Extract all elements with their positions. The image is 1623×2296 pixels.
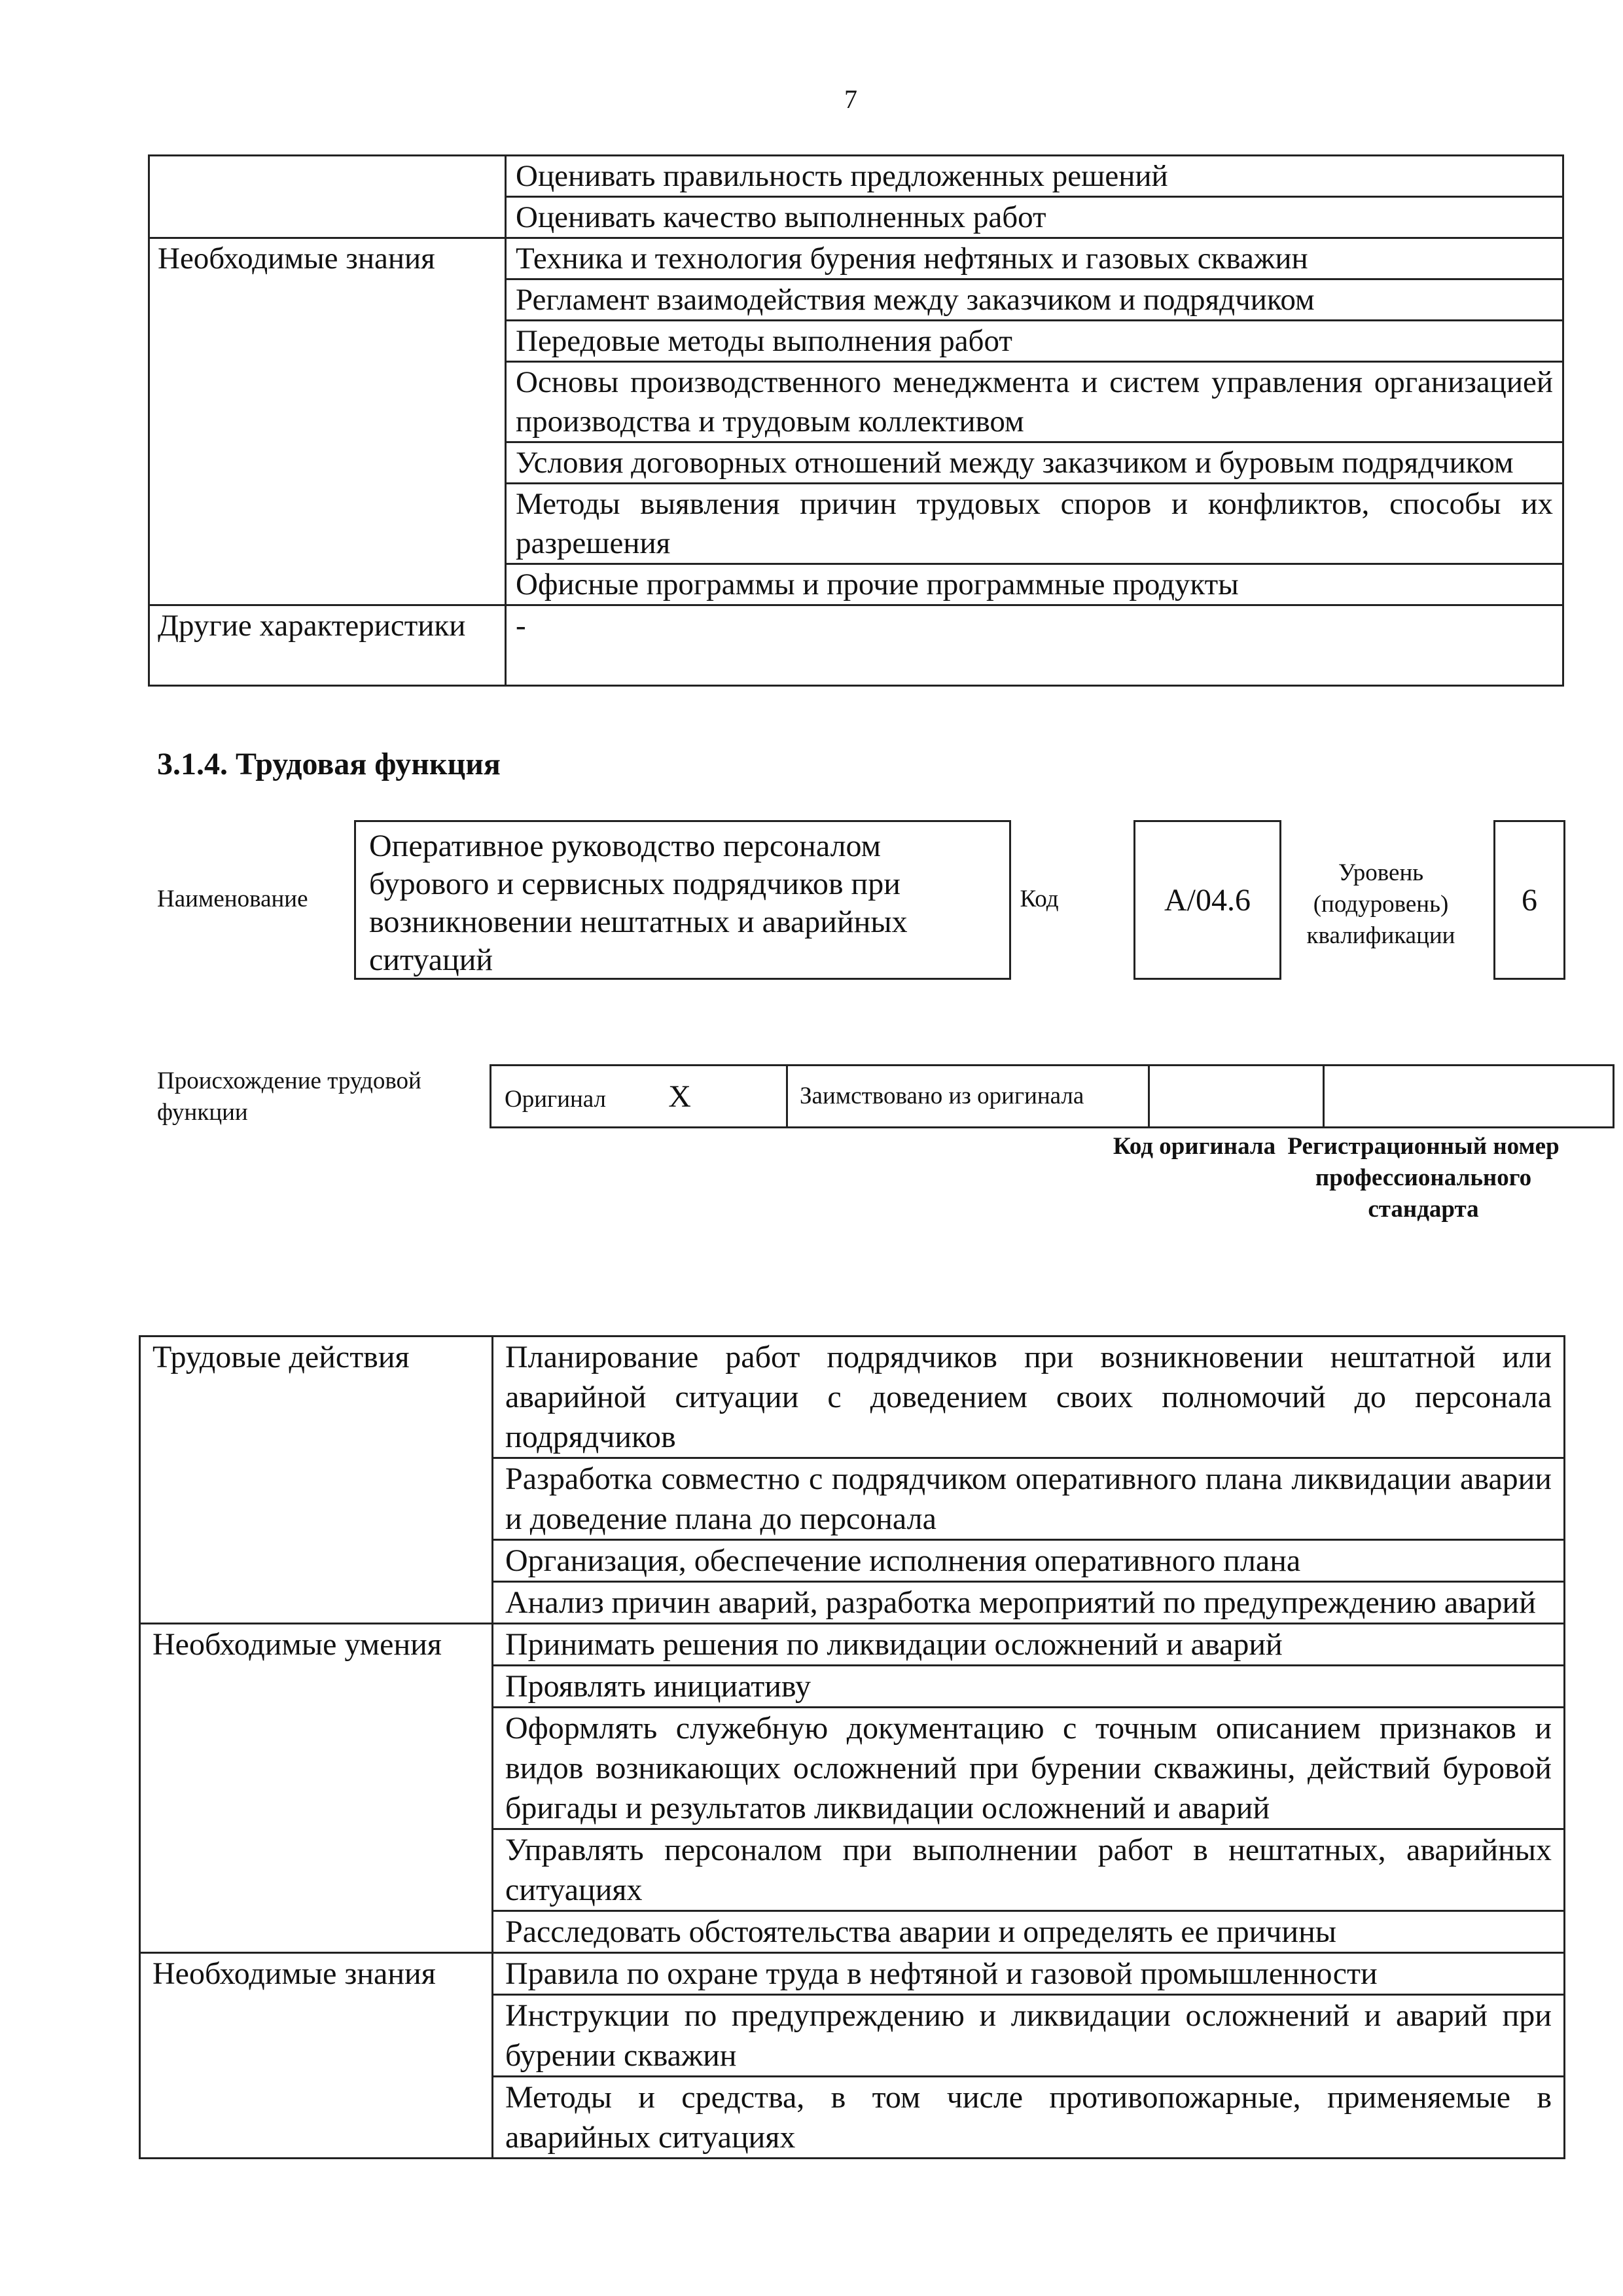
- code-caption: Код оригинала: [1113, 1133, 1276, 1160]
- row-text: Анализ причин аварий, разработка мероприятий по предупреждению аварий: [493, 1582, 1565, 1624]
- row-label: Необходимые умения: [140, 1624, 493, 1953]
- table-row: [140, 1624, 1565, 1666]
- table-row: [149, 156, 1563, 197]
- row-text: Регламент взаимодействия между заказчиком и подрядчиком: [506, 279, 1563, 321]
- knowledge-table: [148, 154, 1564, 687]
- actions-table: [139, 1335, 1565, 2159]
- row-text: Принимать решения по ликвидации осложнений и аварий: [493, 1624, 1565, 1666]
- row-text: Основы производственного менеджмента и систем управления организацией производства и трудовым коллективом: [506, 362, 1563, 442]
- code-label: Код: [1020, 886, 1059, 912]
- row-text: Условия договорных отношений между заказчиком и буровым подрядчиком: [506, 442, 1563, 484]
- original-cell: [491, 1066, 787, 1128]
- reg-caption: Регистрационный номер профессионального стандарта: [1287, 1133, 1560, 1223]
- original-code-cell: [1149, 1066, 1324, 1128]
- row-text: -: [506, 605, 1563, 686]
- row-text: Правила по охране труда в нефтяной и газовой промышленности: [493, 1953, 1565, 1995]
- row-text: Проявлять инициативу: [493, 1666, 1565, 1708]
- row-text: Передовые методы выполнения работ: [506, 321, 1563, 362]
- section-heading: 3.1.4. Трудовая функция: [157, 747, 501, 781]
- qualification-label: Уровень (подуровень) квалификации: [1306, 859, 1455, 949]
- row-text: Управлять персоналом при выполнении работ в нештатных, аварийных ситуациях: [493, 1829, 1565, 1911]
- row-text: Оценивать правильность предложенных решений: [506, 156, 1563, 197]
- row-text: Техника и технология бурения нефтяных и газовых скважин: [506, 238, 1563, 279]
- origin-table: [490, 1064, 1614, 1128]
- row-label: Трудовые действия: [140, 1336, 493, 1624]
- level-value-box: 6: [1493, 820, 1565, 980]
- row-label: Другие характеристики: [149, 605, 506, 686]
- row-label: [149, 156, 506, 238]
- table-row: [140, 1336, 1565, 1458]
- table-row: [149, 238, 1563, 279]
- reg-number-cell: [1324, 1066, 1614, 1128]
- name-label: Наименование: [157, 886, 308, 912]
- row-text: Инструкции по предупреждению и ликвидации осложнений и аварий при бурении скважин: [493, 1995, 1565, 2077]
- table-row: [140, 1953, 1565, 1995]
- row-text: Планирование работ подрядчиков при возникновении нештатной или аварийной ситуации с доведением своих полномочий до персонала подрядчиков: [493, 1336, 1565, 1458]
- row-text: Оценивать качество выполненных работ: [506, 197, 1563, 238]
- row-text: Методы выявления причин трудовых споров и конфликтов, способы их разрешения: [506, 484, 1563, 564]
- function-name-box: Оперативное руководство персоналом бурового и сервисных подрядчиков при возникновении нештатных и аварийных ситуаций: [354, 820, 1011, 980]
- row-text: Расследовать обстоятельства аварии и определять ее причины: [493, 1911, 1565, 1953]
- row-label: Необходимые знания: [140, 1953, 493, 2159]
- row-text: Организация, обеспечение исполнения оперативного плана: [493, 1540, 1565, 1582]
- table-row: [149, 605, 1563, 686]
- row-text: Разработка совместно с подрядчиком оперативного плана ликвидации аварии и доведение плана до персонала: [493, 1458, 1565, 1540]
- row-label: Необходимые знания: [149, 238, 506, 605]
- row-text: Методы и средства, в том числе противопожарные, применяемые в аварийных ситуациях: [493, 2077, 1565, 2159]
- row-text: Офисные программы и прочие программные продукты: [506, 564, 1563, 605]
- borrowed-cell: Заимствовано из оригинала: [787, 1066, 1149, 1128]
- original-mark: X: [668, 1079, 691, 1114]
- original-label: Оригинал: [505, 1085, 607, 1113]
- row-text: Оформлять служебную документацию с точным описанием признаков и видов возникающих осложнений при бурении скважины, действий буровой бригады и результатов ликвидации осложнений и аварий: [493, 1708, 1565, 1829]
- code-value-box: A/04.6: [1133, 820, 1281, 980]
- origin-label: Происхождение трудовой функции: [157, 1067, 421, 1126]
- page-number: 7: [844, 84, 857, 114]
